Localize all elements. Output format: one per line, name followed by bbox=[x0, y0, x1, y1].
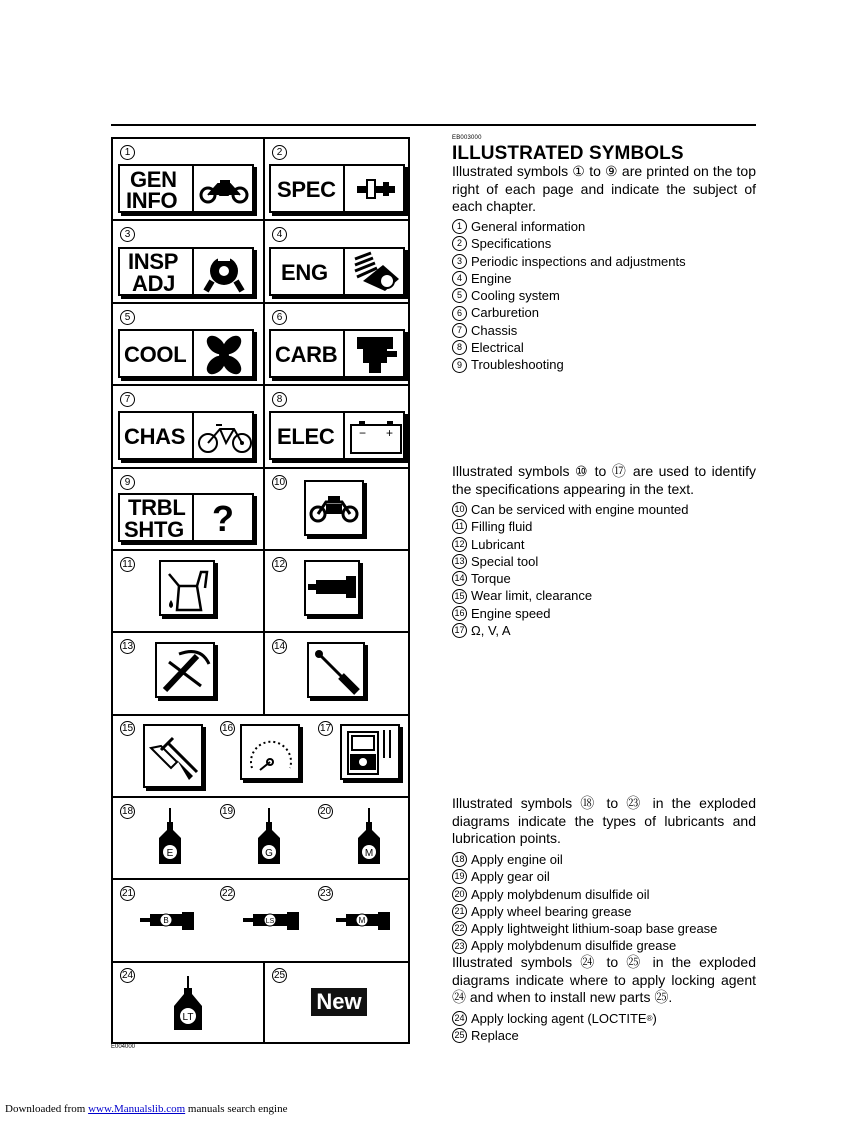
chassis-frame-icon bbox=[196, 421, 254, 455]
gen-info-label-line2: INFO bbox=[126, 188, 178, 213]
symbol-number: 11 bbox=[120, 557, 135, 572]
symbol-number: 13 bbox=[121, 641, 134, 652]
section1-intro: Illustrated symbols ① to ⑨ are printed on the top right of each page and indicate the subject of each chapter. bbox=[452, 163, 756, 214]
grid-divider bbox=[263, 961, 265, 1044]
section2-intro: Illustrated symbols ⑩ to ⑰ are used to identify the specifications appearing in the text. bbox=[452, 463, 756, 497]
list-item: 14 Torque bbox=[452, 570, 756, 587]
battery-icon bbox=[349, 419, 403, 455]
list-item: 18 Apply engine oil bbox=[452, 851, 756, 868]
trbl-shtg-symbol bbox=[118, 493, 254, 542]
lube-letter: LS bbox=[265, 918, 275, 925]
manualslib-link[interactable]: www.Manualslib.com bbox=[88, 1103, 186, 1115]
gen-info-label-line1: GEN bbox=[130, 167, 177, 192]
grid-divider bbox=[111, 219, 410, 221]
cool-symbol bbox=[118, 329, 254, 378]
list-item: 20 Apply molybdenum disulfide oil bbox=[452, 886, 756, 903]
caliper-icon bbox=[353, 178, 399, 202]
oil-can-icon bbox=[163, 564, 213, 614]
symbol-number: 23 bbox=[319, 888, 332, 899]
symbol-number: 21 bbox=[121, 888, 134, 899]
vernier-caliper-icon bbox=[147, 728, 201, 786]
lube-letter: LT bbox=[182, 1012, 194, 1023]
insp-adj-label-line1: INSP bbox=[128, 249, 179, 274]
symbol-number: 15 bbox=[121, 723, 134, 734]
list-item: 6 Carburetion bbox=[452, 304, 756, 321]
eng-symbol bbox=[269, 247, 405, 296]
grid-divider bbox=[111, 467, 410, 469]
list-item: 4 Engine bbox=[452, 270, 756, 287]
footer-prefix: Downloaded from bbox=[5, 1103, 89, 1115]
list-item: 19 Apply gear oil bbox=[452, 868, 756, 885]
wear-limit-symbol bbox=[143, 724, 203, 788]
section3-intro: Illustrated symbols ⑱ to ㉓ in the exploded diagrams indicate the types of lubricants and lubrication points. bbox=[452, 795, 756, 846]
lube-letter: M bbox=[364, 848, 374, 859]
list-item: 11 Filling fluid bbox=[452, 518, 756, 535]
list-item: 15 Wear limit, clearance bbox=[452, 587, 756, 604]
page-code-bottom: E004000 bbox=[111, 1044, 136, 1050]
list-item: 23 Apply molybdenum disulfide grease bbox=[452, 937, 756, 954]
torque-wrench-icon bbox=[311, 646, 363, 696]
special-tool-icon bbox=[159, 646, 213, 696]
eng-label: ENG bbox=[281, 260, 328, 285]
carburetor-icon bbox=[353, 333, 399, 377]
locking-agent-bottle-icon bbox=[170, 976, 206, 1032]
section4-list bbox=[452, 1010, 756, 1045]
top-rule bbox=[111, 124, 756, 126]
section2-list bbox=[452, 501, 756, 639]
list-item: 10 Can be serviced with engine mounted bbox=[452, 501, 756, 518]
engine-cylinder-icon bbox=[349, 251, 403, 293]
filling-fluid-symbol bbox=[159, 560, 215, 616]
wrench-icon bbox=[202, 253, 246, 293]
grid-divider bbox=[111, 796, 410, 798]
grid-divider bbox=[111, 549, 410, 551]
list-item: 22 Apply lightweight lithium-soap base grease bbox=[452, 920, 756, 937]
lubricant-symbol bbox=[304, 560, 360, 616]
symbol-number: 16 bbox=[221, 723, 234, 734]
motorcycle-icon bbox=[198, 178, 250, 204]
cool-label: COOL bbox=[124, 342, 187, 367]
lube-letter: M bbox=[358, 916, 366, 925]
list-item: 17 Ω, V, A bbox=[452, 622, 756, 639]
grid-divider bbox=[111, 384, 410, 386]
lube-letter: B bbox=[163, 916, 169, 925]
symbol-number: 7 bbox=[120, 392, 135, 407]
carb-label: CARB bbox=[275, 342, 338, 367]
symbol-number: 19 bbox=[221, 806, 234, 817]
symbol-number: 6 bbox=[272, 310, 287, 325]
list-item: 7 Chassis bbox=[452, 322, 756, 339]
list-item: 12 Lubricant bbox=[452, 536, 756, 553]
symbol-number: 3 bbox=[120, 227, 135, 242]
moly-oil-bottle-icon bbox=[354, 808, 384, 866]
symbol-number: 18 bbox=[121, 806, 134, 817]
list-item: 1 General information bbox=[452, 218, 756, 235]
page-title: ILLUSTRATED SYMBOLS bbox=[452, 143, 684, 164]
symbol-number: 2 bbox=[272, 145, 287, 160]
grid-divider bbox=[111, 878, 410, 880]
symbol-number: 4 bbox=[272, 227, 287, 242]
grid-divider bbox=[111, 302, 410, 304]
grid-divider bbox=[263, 137, 265, 716]
tachometer-icon bbox=[244, 728, 298, 778]
symbol-number: 25 bbox=[273, 970, 286, 981]
symbol-number: 22 bbox=[221, 888, 234, 899]
symbol-number: 8 bbox=[272, 392, 287, 407]
symbol-number: 12 bbox=[273, 559, 286, 570]
list-item: 3 Periodic inspections and adjustments bbox=[452, 253, 756, 270]
list-item: 8 Electrical bbox=[452, 339, 756, 356]
multimeter-icon bbox=[344, 728, 398, 778]
symbol-number: 1 bbox=[120, 145, 135, 160]
trbl-shtg-label-line1: TRBL bbox=[128, 495, 186, 520]
moly-grease-icon bbox=[336, 908, 392, 932]
list-item: 2 Specifications bbox=[452, 235, 756, 252]
elec-label: ELEC bbox=[277, 424, 335, 449]
chas-label: CHAS bbox=[124, 424, 186, 449]
symbol-number: 14 bbox=[273, 641, 286, 652]
list-item: 9 Troubleshooting bbox=[452, 356, 756, 373]
footer-suffix: manuals search engine bbox=[185, 1103, 288, 1115]
grid-divider bbox=[111, 961, 410, 963]
motorcycle-engine-icon bbox=[308, 492, 360, 524]
list-item: 13 Special tool bbox=[452, 553, 756, 570]
symbol-number: 9 bbox=[120, 475, 135, 490]
special-tool-symbol bbox=[155, 642, 215, 698]
section1-list bbox=[452, 218, 756, 374]
list-item: 24 Apply locking agent (LOCTITE ® ) bbox=[452, 1010, 756, 1027]
symbol-number: 24 bbox=[121, 970, 134, 981]
elec-symbol bbox=[269, 411, 405, 460]
battery-plus: + bbox=[386, 426, 394, 440]
chas-symbol bbox=[118, 411, 254, 460]
section3-list bbox=[452, 851, 756, 955]
list-item: 25 Replace bbox=[452, 1027, 756, 1044]
new-parts-badge: New bbox=[311, 988, 367, 1016]
list-item: 5 Cooling system bbox=[452, 287, 756, 304]
carb-symbol bbox=[269, 329, 405, 378]
insp-adj-label-line2: ADJ bbox=[132, 271, 176, 296]
engine-speed-symbol bbox=[240, 724, 300, 780]
symbol-number: 5 bbox=[120, 310, 135, 325]
fan-icon bbox=[202, 333, 246, 377]
torque-symbol bbox=[307, 642, 365, 698]
grid-divider bbox=[111, 714, 410, 716]
grid-divider bbox=[111, 631, 410, 633]
insp-adj-symbol bbox=[118, 247, 254, 296]
download-footer bbox=[5, 1103, 287, 1115]
wheel-bearing-grease-icon bbox=[140, 908, 196, 932]
symbol-number: 10 bbox=[273, 477, 286, 488]
engine-oil-bottle-icon bbox=[155, 808, 185, 866]
lube-letter: G bbox=[265, 848, 273, 859]
lube-letter: E bbox=[166, 848, 174, 859]
gen-info-symbol bbox=[118, 164, 254, 213]
battery-minus: − bbox=[359, 426, 367, 440]
symbol-number: 20 bbox=[319, 806, 332, 817]
list-item: 21 Apply wheel bearing grease bbox=[452, 903, 756, 920]
question-mark-icon: ? bbox=[212, 498, 234, 539]
gear-oil-bottle-icon bbox=[254, 808, 284, 866]
symbol-number: 17 bbox=[319, 723, 332, 734]
spec-label: SPEC bbox=[277, 177, 336, 202]
list-item: 16 Engine speed bbox=[452, 605, 756, 622]
spec-symbol bbox=[269, 164, 405, 213]
lithium-grease-icon bbox=[243, 908, 301, 932]
section4-intro: Illustrated symbols ㉔ to ㉕ in the exploded diagrams indicate where to apply locking agent ㉔ and when to install new parts ㉕. bbox=[452, 954, 756, 1005]
engine-mounted-symbol bbox=[304, 480, 364, 536]
trbl-shtg-label-line2: SHTG bbox=[124, 517, 184, 542]
multimeter-symbol bbox=[340, 724, 400, 780]
page-code-top: EB003000 bbox=[452, 135, 482, 141]
grease-tube-icon bbox=[306, 576, 358, 600]
